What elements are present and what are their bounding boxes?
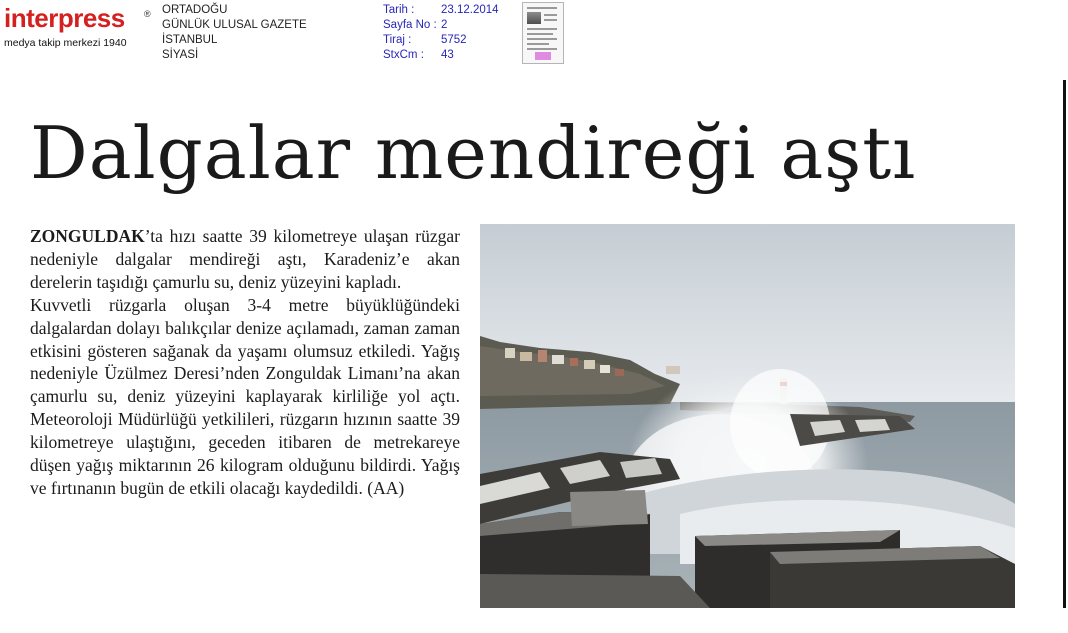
meta-value: 5752 [441,34,467,46]
meta-label: StxCm : [383,49,424,61]
interpress-logo [4,4,154,52]
publication-category: SİYASİ [162,49,199,61]
meta-value: 2 [441,19,448,31]
thumbnail-highlight [535,52,551,60]
meta-value: 23.12.2014 [441,4,499,16]
meta-row-circulation [383,33,521,48]
page-thumbnail[interactable] [522,2,564,64]
meta-row-page [383,18,521,33]
publication-name: ORTADOĞU [162,4,228,16]
logo-registered-mark: ® [144,9,151,19]
clipping-meta [383,3,521,63]
paragraph-text: ’ta hızı saatte 39 kilometreye ulaşan rüzgar nedeniyle dalgalar mendireği aştı, Karadeniz’e akan derelerin taşıdığı çamurlu su, deniz yüzeyini kapladı. [30,226,460,292]
publication-info [162,3,307,63]
meta-value: 43 [441,49,454,61]
article-body [30,225,460,500]
article-paragraph [30,225,460,294]
publication-type: GÜNLÜK ULUSAL GAZETE [162,19,307,31]
meta-row-date [383,3,521,18]
publication-city: İSTANBUL [162,34,218,46]
dateline: ZONGULDAK [30,226,145,246]
meta-label: Tarih : [383,4,415,16]
article-headline: Dalgalar mendireği aştı [30,111,917,195]
meta-row-stxcm [383,48,521,63]
logo-wordmark: interpress [4,3,125,33]
column-rule [1063,80,1066,608]
logo-tagline: medya takip merkezi 1940 [4,37,127,49]
article-photo [480,224,1015,608]
article-paragraph: Kuvvetli rüzgarla oluşan 3-4 metre büyüklüğündeki dalgalardan dolayı balıkçılar denize açılamadı, zaman zaman etkisini gösteren sağanak da yaşamı olumsuz etkiledi. Yağış nedeniyle Üzülmez Deresi’nden Zonguldak Limanı’na akan çamurlu su, deniz yüzeyini kaplayarak kirliliğe yol açtı. Meteoroloji Müdürlüğü yetkilileri, rüzgarın hızının saatte 39 kilometreye ulaştığını, geceden itibaren de metrekareye düşen yağış miktarının 26 kilogram olduğunu bildirdi. Yağış ve fırtınanın bugün de etkili olacağı kaydedildi. (AA) [30,294,460,498]
thumbnail-photo-icon [527,12,541,24]
meta-label: Sayfa No : [383,19,437,31]
meta-label: Tiraj : [383,34,412,46]
